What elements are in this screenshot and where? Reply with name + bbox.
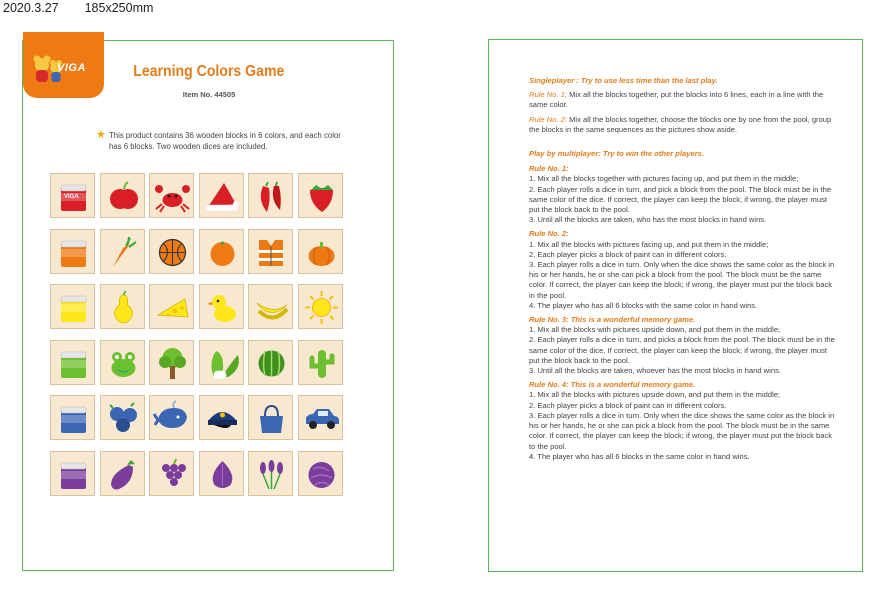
multi-rule-2-line: 1. Mix all the blocks with pictures facing up, and put them in the middle;: [529, 239, 769, 249]
multi-rule-3-label: Rule No. 3: This is a wonderful memory game.: [529, 315, 696, 325]
block-tile: [149, 340, 194, 385]
multi-rule-1-label: Rule No. 1:: [529, 164, 569, 174]
santa-hat-icon: [200, 174, 245, 219]
multi-rule-1-line: 1. Mix all the blocks together with pictures facing up, and put them in the middle;: [529, 174, 799, 184]
block-tile: [100, 395, 145, 440]
item-number: Item No. 44505: [182, 90, 236, 99]
single-rule-1: Rule No. 1: Mix all the blocks together, put the blocks into 6 lines, each in a line with the same color.: [529, 90, 824, 110]
rules-text: [529, 76, 839, 462]
block-tile: [199, 173, 244, 218]
block-tile: [149, 173, 194, 218]
block-tile: [298, 229, 343, 274]
block-tile: [50, 173, 95, 218]
block-tile: [199, 340, 244, 385]
grapes-icon: [150, 452, 195, 497]
onion-icon: [200, 452, 245, 497]
orange-fruit-icon: [200, 230, 245, 275]
orange-paint-can-icon: [51, 230, 96, 275]
block-tile: [248, 451, 293, 496]
chili-peppers-icon: [249, 174, 294, 219]
block-tile: [248, 340, 293, 385]
yellow-paint-can-icon: [51, 285, 96, 330]
block-tile: [298, 451, 343, 496]
cactus-icon: [299, 341, 344, 386]
left-page: [22, 40, 394, 571]
block-tile: [199, 395, 244, 440]
multi-rule-2-line: 4. The player who has all 6 blocks with the same color in hand wins.: [529, 300, 758, 310]
block-tile: [100, 340, 145, 385]
multi-rule-4-label: Rule No. 4: This is a wonderful memory game.: [529, 380, 696, 390]
lavender-icon: [249, 452, 294, 497]
sun-icon: [299, 285, 344, 330]
block-tile: [298, 173, 343, 218]
basketball-icon: [150, 230, 195, 275]
multi-rule-3-line: 2. Each player rolls a dice in turn, and picks a block from the pool. The block must be in the same color of the dice. If correct, the player can keep the block; if wrong, the player must put the block back to the pool.: [529, 335, 835, 365]
crab-icon: [150, 174, 195, 219]
print-date: 2020.3.27: [3, 1, 59, 15]
car-icon: [299, 396, 344, 441]
multi-rule-4-line: 1. Mix all the blocks with pictures upside down, and put them in the middle;: [529, 390, 781, 400]
block-tile: [50, 451, 95, 496]
block-tile: [248, 173, 293, 218]
block-tile: [50, 229, 95, 274]
block-tile: [100, 284, 145, 329]
block-tile: [100, 173, 145, 218]
multi-rule-3-line: 3. Until all the blocks are taken, whoever has the most blocks in hand wins.: [529, 366, 781, 376]
block-tile: [149, 395, 194, 440]
multi-rule-2-label: Rule No. 2:: [529, 229, 569, 239]
block-tile: [298, 340, 343, 385]
block-tile: [199, 229, 244, 274]
multi-rule-2-line: 2. Each player picks a block of paint can in different colors.: [529, 249, 727, 259]
block-tile: [100, 229, 145, 274]
cabbage-icon: [299, 452, 344, 497]
handbag-icon: [249, 396, 294, 441]
block-tile: [298, 284, 343, 329]
strawberry-icon: [299, 174, 344, 219]
pear-icon: [101, 285, 146, 330]
multi-rule-1-line: 3. Until all the blocks are taken, who has the most blocks in hand wins.: [529, 215, 767, 225]
carrot-icon: [101, 230, 146, 275]
print-size: 185x250mm: [84, 1, 154, 15]
multi-rule-2-line: 3. Each player rolls a dice in turn. Only when the dice shows the same color as the block in his or her hands, he or she can pick a block from the pool. The block must be the same color. If correct, the player can keep the block; if wrong, the player must put the block back in the pool.: [529, 260, 835, 300]
block-tile: [199, 451, 244, 496]
print-header: [3, 1, 153, 15]
blue-paint-can-icon: [51, 396, 96, 441]
intro-text: This product contains 36 wooden blocks in 6 colors, and each color has 6 blocks. Two wooden dices are included.: [109, 131, 341, 151]
life-vest-icon: [249, 230, 294, 275]
block-tile: [149, 229, 194, 274]
apple-icon: [101, 174, 146, 219]
block-tile: [298, 395, 343, 440]
brand-name: VIGA: [57, 62, 86, 74]
chick-icon: [200, 285, 245, 330]
multi-heading: Play by multiplayer: Try to win the other players.: [529, 149, 704, 159]
multi-rule-1-line: 2. Each player rolls a dice in turn, and pick a block from the pool. The block must be in the same color of the dice. If correct, the player can keep the block; if wrong, the player must put the block back to the pool.: [529, 184, 832, 215]
multi-rule-4-line: 4. The player who has all 6 blocks in the same color in hand wins.: [529, 451, 750, 461]
page-title: Learning Colors Game: [133, 63, 285, 80]
block-tile: [248, 395, 293, 440]
star-bullet-icon: ★: [96, 129, 106, 141]
single-heading: Singleplayer : Try to use less time than the last play.: [529, 76, 718, 85]
block-tile: [248, 284, 293, 329]
block-tile: [50, 395, 95, 440]
block-tile: [149, 451, 194, 496]
multi-rule-3-line: 1. Mix all the blocks with pictures upside down, and put them in the middle;: [529, 325, 781, 335]
block-tile: [199, 284, 244, 329]
cheese-icon: [150, 285, 195, 330]
block-tile: [248, 229, 293, 274]
right-page: [488, 39, 863, 572]
frog-icon: [101, 341, 146, 386]
police-cap-icon: [200, 396, 245, 441]
multi-rule-4-line: 2. Each player picks a block of paint can in different colors.: [529, 400, 727, 410]
purple-paint-can-icon: [51, 452, 96, 497]
banana-icon: [249, 285, 294, 330]
green-paint-can-icon: [51, 341, 96, 386]
multi-rule-4-line: 3. Each player rolls a dice in turn. Only when the dice shows the same color as the block in his or her hands, he or she can pick a block from the pool. The block must be in the same color. If correct, the player can keep the block; if wrong, the player must put the block back to the pool.: [529, 410, 835, 451]
bok-choy-icon: [200, 341, 245, 386]
block-tile: [100, 451, 145, 496]
eggplant-icon: [101, 452, 146, 497]
single-rule-2: Rule No. 2: Mix all the blocks together, choose the blocks one by one from the pool, group the blocks in the same sequences as the pictures show aside.: [529, 114, 832, 134]
block-tile: [149, 284, 194, 329]
block-tile: [50, 340, 95, 385]
whale-icon: [150, 396, 195, 441]
can-label: VIGA: [64, 194, 79, 200]
pumpkin-icon: [299, 230, 344, 275]
watermelon-icon: [249, 341, 294, 386]
block-tile: [50, 284, 95, 329]
tree-icon: [150, 341, 195, 386]
blueberries-icon: [101, 396, 146, 441]
